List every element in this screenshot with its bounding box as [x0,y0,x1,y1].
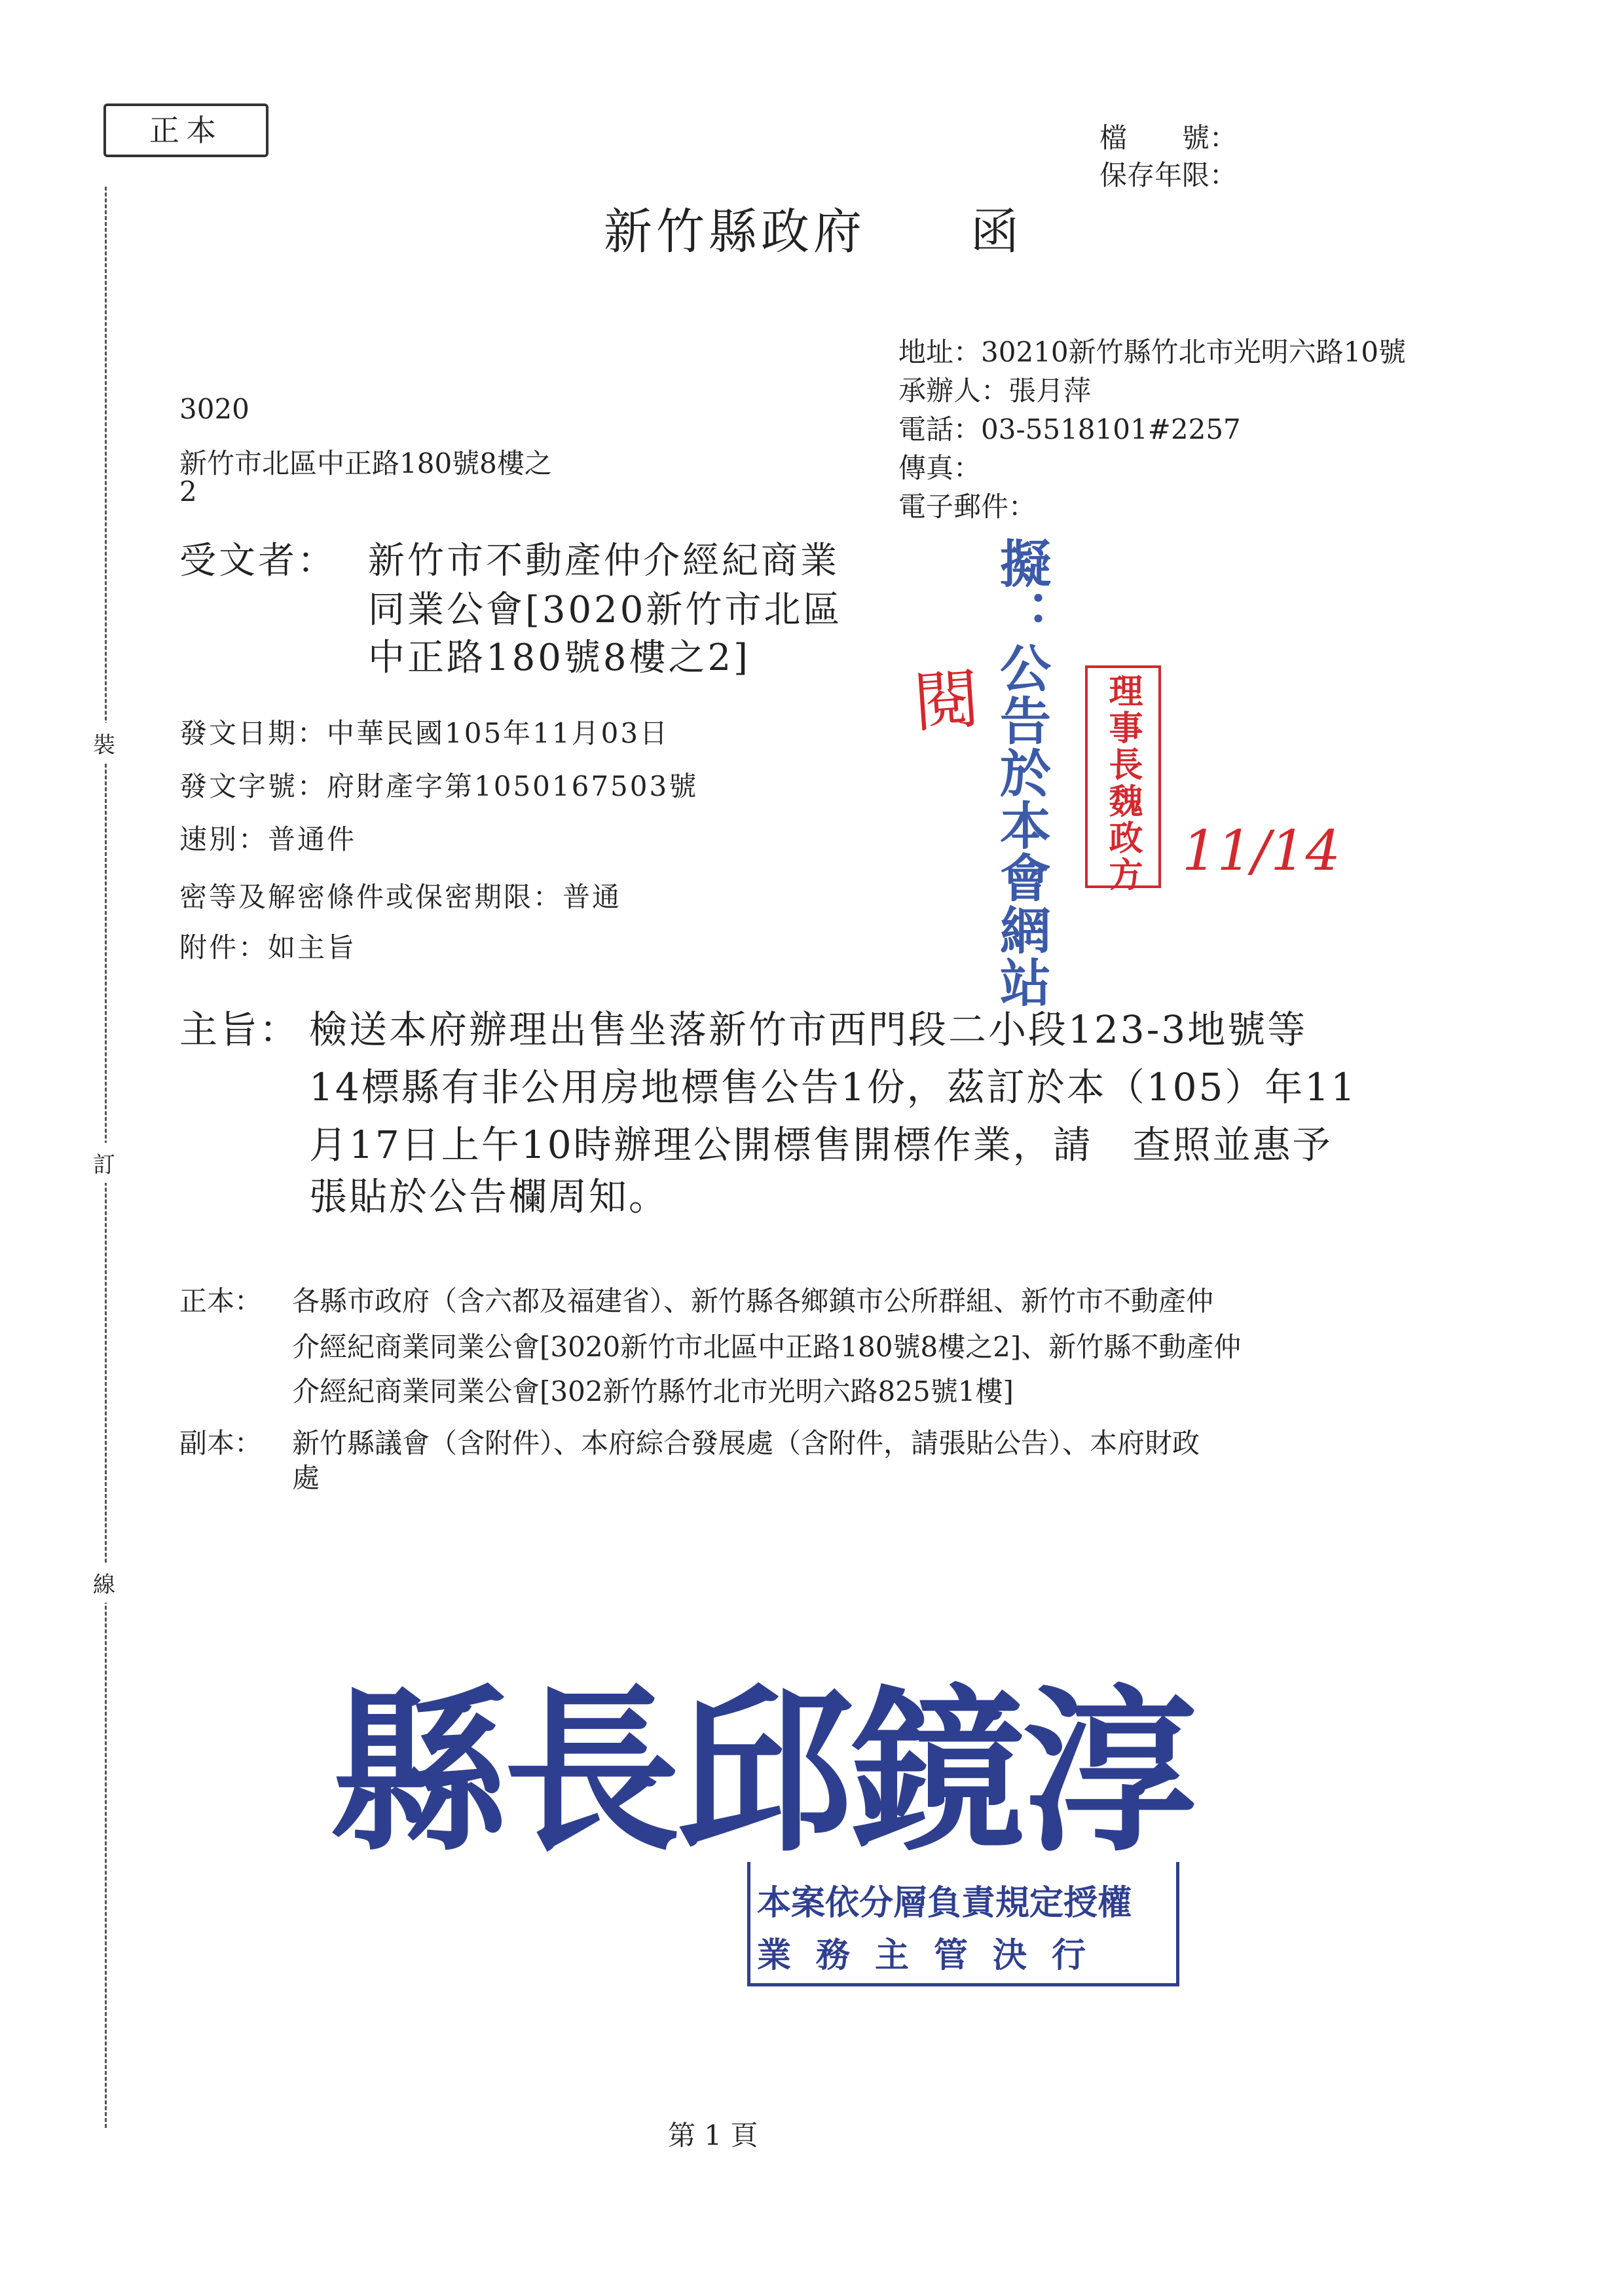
handwritten-date: 11/14 [1182,819,1341,883]
document-number: 發文字號：府財產字第1050167503號 [179,770,699,802]
chairman-seal: 理事長魏政方 [1085,665,1161,888]
authorization-line: 本案依分層負責規定授權 [757,1883,1132,1923]
read-mark: 閱 [911,660,982,742]
sender-fax: 傳真： [898,452,982,484]
authorization-line: 業務主管決行 [757,1935,1111,1975]
subject-line: 月17日上午10時辦理公開標售開標作業，請 查照並惠予 [309,1123,1333,1167]
cc-original-line: 介經紀商業同業公會[3020新竹市北區中正路180號8樓之2]、新竹縣不動產仲 [292,1331,1242,1363]
cc-copy-line: 新竹縣議會（含附件）、本府綜合發展處（含附件，請張貼公告）、本府財政 [292,1427,1200,1459]
classification: 密等及解密條件或保密期限：普通 [179,881,622,913]
sender-phone: 電話：03-5518101#2257 [898,413,1241,445]
attachment: 附件：如主旨 [179,931,357,963]
sender-email: 電子郵件： [898,491,1037,523]
delivery-speed: 速別：普通件 [179,823,357,855]
cc-original-line: 各縣市政府（含六都及福建省）、新竹縣各鄉鎮市公所群組、新竹市不動產仲 [292,1285,1214,1317]
file-number: 檔 號： [1099,122,1238,154]
binding-mark: 裝 [93,723,115,763]
sender-handler: 承辦人：張月萍 [898,375,1092,407]
handwritten-instruction: 擬：公告於本會網站 [991,537,1051,1009]
subject-label: 主旨： [179,1007,300,1052]
recipient-line: 新竹市不動產仲介經紀商業 [368,540,840,582]
cc-copy-line: 處 [292,1462,320,1494]
cc-original-line: 介經紀商業同業公會[302新竹縣竹北市光明六路825號1樓] [292,1375,1014,1407]
recipient-postal: 3020 [179,393,249,425]
retention-period: 保存年限： [1099,159,1238,191]
recipient-line: 中正路180號8樓之2] [368,637,750,679]
recipient-label: 受文者： [179,540,337,582]
original-copy-stamp: 正本 [103,103,268,157]
sender-address: 地址：30210新竹縣竹北市光明六路10號 [898,336,1407,368]
magistrate-signature-seal: 縣長邱鏡淳 [331,1669,1195,1876]
binding-mark: 訂 [93,1143,115,1183]
issue-date: 發文日期：中華民國105年11月03日 [179,717,670,749]
recipient-street-cont: 2 [179,475,197,508]
document-title: 新竹縣政府 函 [604,204,1023,260]
page-number: 第 1 頁 [668,2119,758,2151]
authorization-stamp [747,1862,1179,1986]
recipient-line: 同業公會[3020新竹市北區 [368,589,843,631]
subject-line: 檢送本府辦理出售坐落新竹市西門段二小段123-3地號等 [309,1007,1308,1052]
cc-copy-label: 副本： [179,1427,263,1459]
binding-mark: 線 [93,1563,115,1603]
subject-line: 張貼於公告欄周知。 [309,1174,669,1219]
recipient-street: 新竹市北區中正路180號8樓之 [179,447,552,479]
cc-original-label: 正本： [179,1285,263,1317]
subject-line: 14標縣有非公用房地標售公告1份，茲訂於本（105）年11 [309,1065,1357,1109]
